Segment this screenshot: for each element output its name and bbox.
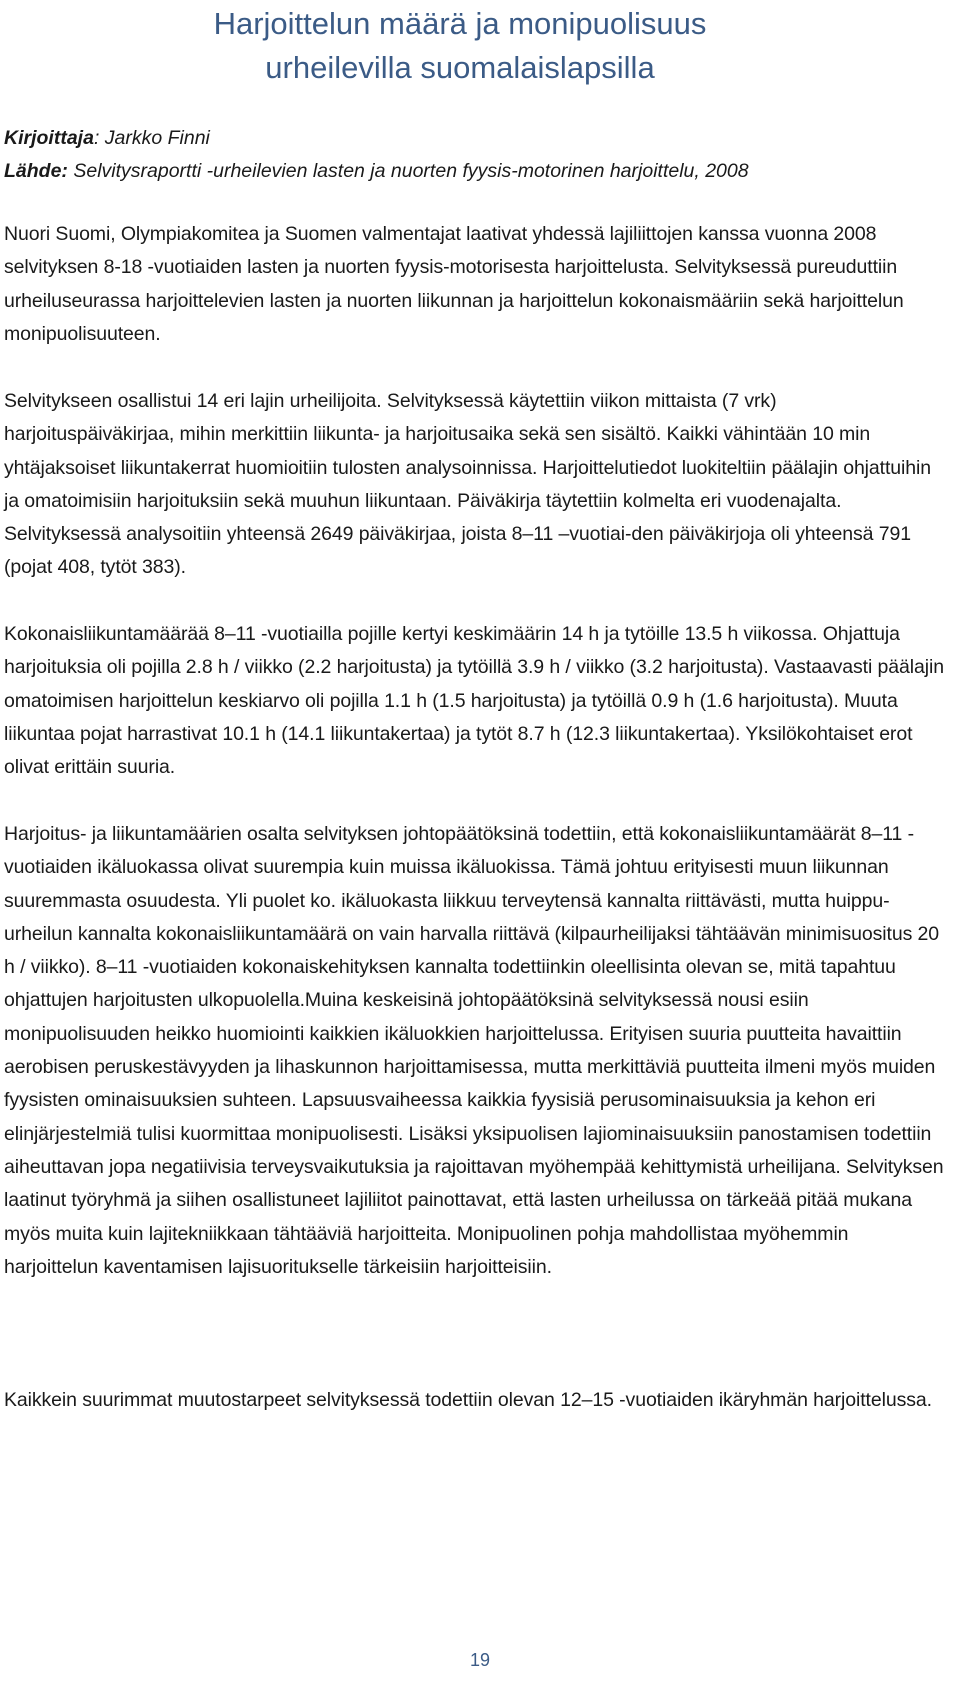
source-label: Lähde: — [4, 160, 68, 182]
title-line-2: urheilevilla suomalaislapsilla — [265, 50, 655, 85]
source-line — [4, 155, 944, 188]
page-number: 19 — [469, 1650, 491, 1670]
paragraph-4: Harjoitus- ja liikuntamäärien osalta selvityksen johtopäätöksinä todettiin, että kokonaisliikuntamäärät 8–11 -vuotiaiden ikäluokassa olivat suurempia kuin muissa ikäluokissa. Tämä johtuu erityisesti muun liikunnan suuremmasta osuudesta. Yli puolet ko. ikäluokasta liikkuu terveytensä kannalta riittävästi, mutta huippu-urheilun kannalta kokonaisliikuntamäärä on vain harvalla riittävä (kilpaurheilijaksi tähtäävän minimisuositus 20 h / viikko). 8–11 -vuotiaiden kokonaiskehityksen kannalta todettiinkin oleellisinta olevan se, mitä tapahtuu ohjattujen harjoitusten ulkopuolella.Muina keskeisinä johtopäätöksinä selvityksessä nousi esiin monipuolisuuden heikko huomiointi kaikkien ikäluokkien harjoittelussa. Erityisen suuria puutteita havaittiin aerobisen peruskestävyyden ja lihaskunnon harjoittamisessa, mutta merkittäviä puutteita ilmeni myös muiden fyysisten ominaisuuksien suhteen. Lapsuusvaiheessa kaikkia fyysisiä perusominaisuuksia ja kehon eri elinjärjestelmiä tulisi kuormittaa monipuolisesti. Lisäksi yksipuolisen lajiominaisuuksiin panostamisen todettiin aiheuttavan jopa negatiivisia terveysvaikutuksia ja rajoittavan myöhempää kehittymistä urheilijana. Selvityksen laatinut työryhmä ja siihen osallistuneet lajiliitot painottavat, että lasten urheilussa on tärkeää pitää mukana myös muita kuin lajitekniikkaan tähtääviä harjoitteita. Monipuolinen pohja mahdollistaa myöhemmin harjoittelun kaventamisen lajisuoritukselle tärkeisiin harjoitteisiin. — [4, 823, 944, 1278]
title-line-1: Harjoittelun määrä ja monipuolisuus — [213, 6, 707, 41]
paragraph-3: Kokonaisliikuntamäärää 8–11 -vuotiailla pojille kertyi keskimäärin 14 h ja tytöille 13.5 h viikossa. Ohjattuja harjoituksia oli pojilla 2.8 h / viikko (2.2 harjoitusta) ja tytöillä 3.9 h / viikko (3.2 harjoitusta). Vastaavasti päälajin omatoimisen harjoittelun keskiarvo oli pojilla 1.1 h (1.5 harjoitusta) ja tytöillä 0.9 h (1.6 harjoitusta). Muuta liikuntaa pojat harrastivat 10.1 h (14.1 liikuntakertaa) ja tytöt 8.7 h (12.3 liikuntakertaa). Yksilökohtaiset erot olivat erittäin suuria. — [4, 623, 944, 779]
paragraph-2: Selvitykseen osallistui 14 eri lajin urheilijoita. Selvityksessä käytettiin viikon mittaista (7 vrk) harjoituspäiväkirjaa, mihin merkittiin liikunta- ja harjoitusaika sekä sen sisältö. Kaikki vähintään 10 min yhtäjaksoiset liikuntakerrat huomioitiin tulosten analysoinnissa. Harjoittelutiedot luokiteltiin päälajin ohjattuihin ja omatoimisiin harjoituksiin sekä muuhun liikuntaan. Päiväkirja täytettiin kolmelta eri vuodenajalta. Selvityksessä analysoitiin yhteensä 2649 päiväkirjaa, joista 8–11 –vuotiai-den päiväkirjoja oli yhteensä 791 (pojat 408, tytöt 383). — [4, 390, 931, 579]
paragraph-5: Kaikkein suurimmat muutostarpeet selvityksessä todettiin olevan 12–15 -vuotiaiden ikäryhmän harjoittelussa. — [4, 1389, 932, 1411]
author-name: : Jarkko Finni — [93, 127, 210, 149]
source-text: Selvitysraportti -urheilevien lasten ja nuorten fyysis-motorinen harjoittelu, 2008 — [67, 160, 749, 182]
article-meta — [4, 122, 944, 188]
author-line — [4, 122, 944, 155]
author-label: Kirjoittaja — [4, 127, 94, 149]
page-title — [180, 2, 740, 90]
paragraph-1: Nuori Suomi, Olympiakomitea ja Suomen valmentajat laativat yhdessä lajiliittojen kanssa vuonna 2008 selvityksen 8-18 -vuotiaiden lasten ja nuorten fyysis-motorisesta harjoittelusta. Selvityksessä pureuduttiin urheiluseurassa harjoittelevien lasten ja nuorten liikunnan ja harjoittelun kokonaismääriin sekä harjoittelun monipuolisuuteen. — [4, 223, 904, 345]
